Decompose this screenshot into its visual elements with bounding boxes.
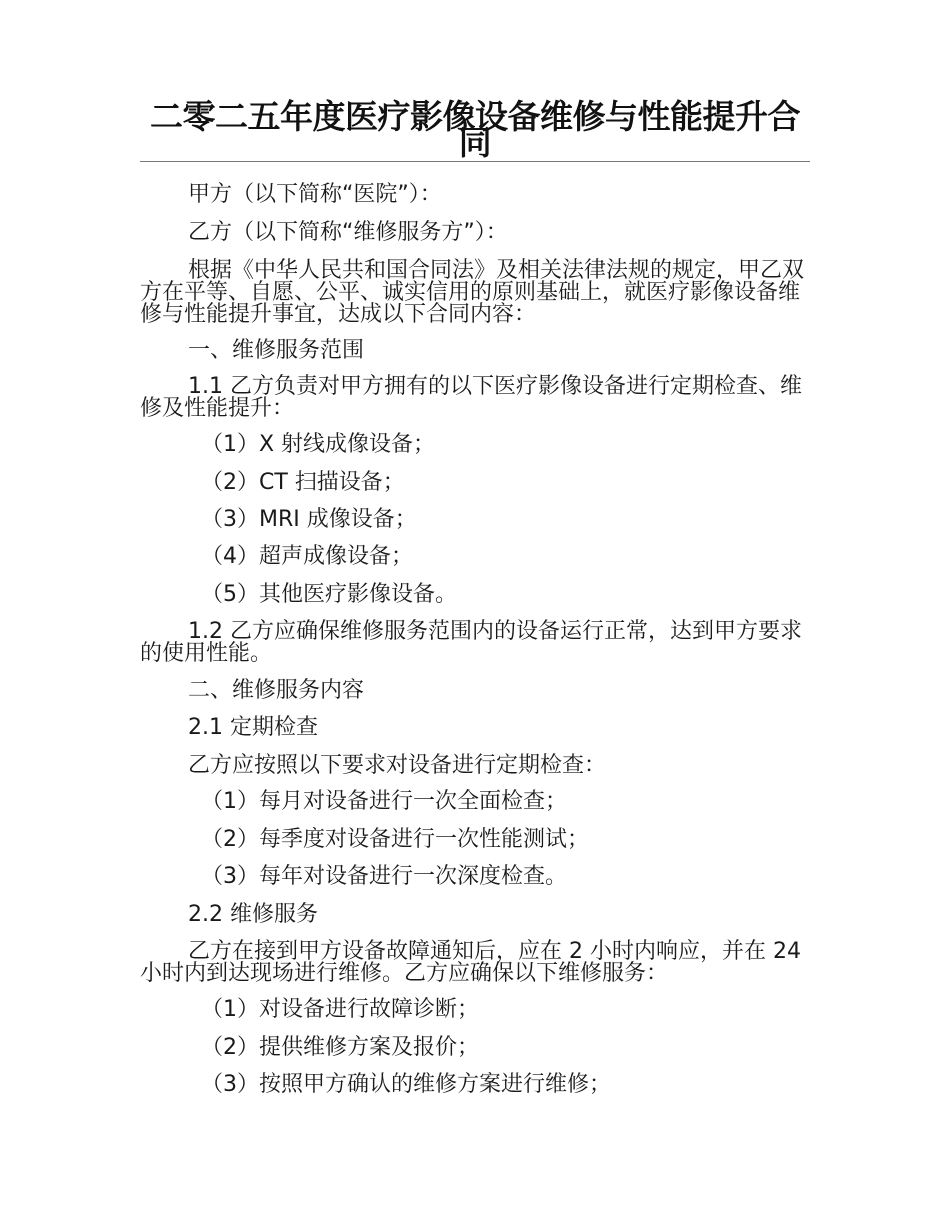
list-item: （4）超声成像设备；: [201, 544, 413, 569]
clause-1-1: 1.1 乙方负责对甲方拥有的以下医疗影像设备进行定期检查、维修及性能提升：: [140, 374, 802, 421]
list-item: （1）对设备进行故障诊断；: [201, 997, 479, 1022]
list-item: （1）X 射线成像设备；: [201, 432, 436, 457]
list-item: （2）提供维修方案及报价；: [201, 1035, 479, 1060]
subsection-2-1-heading: 2.1 定期检查: [188, 715, 318, 740]
subsection-2-1-intro: 乙方应按照以下要求对设备进行定期检查：: [188, 753, 607, 778]
list-item: （2）每季度对设备进行一次性能测试；: [201, 827, 589, 852]
list-item: （3）MRI 成像设备；: [201, 507, 417, 532]
list-item: （2）CT 扫描设备；: [201, 470, 405, 495]
title-underline: [140, 161, 810, 162]
clause-1-2: 1.2 乙方应确保维修服务范围内的设备运行正常，达到甲方要求的使用性能。: [140, 619, 802, 666]
subsection-2-2-heading: 2.2 维修服务: [188, 902, 318, 927]
section-1-heading: 一、维修服务范围: [188, 338, 365, 363]
list-item: （3）按照甲方确认的维修方案进行维修；: [201, 1072, 611, 1097]
intro-paragraph: 根据《中华人民共和国合同法》及相关法律法规的规定，甲乙双方在平等、自愿、公平、诚实信用的原则基础上，就医疗影像设备维修与性能提升事宜，达成以下合同内容：: [140, 258, 805, 327]
subsection-2-2-intro: 乙方在接到甲方设备故障通知后，应在 2 小时内响应，并在 24 小时内到达现场进行维修。乙方应确保以下维修服务：: [140, 939, 801, 986]
section-2-heading: 二、维修服务内容: [188, 678, 365, 703]
party-b-line: 乙方（以下简称“维修服务方”）：: [188, 220, 508, 245]
party-a-line: 甲方（以下简称“医院”）：: [188, 182, 442, 207]
document-title: 二零二五年度医疗影像设备维修与性能提升合同: [150, 97, 800, 162]
list-item: （1）每月对设备进行一次全面检查；: [201, 789, 567, 814]
list-item: （3）每年对设备进行一次深度检查。: [201, 864, 567, 889]
list-item: （5）其他医疗影像设备。: [201, 582, 457, 607]
